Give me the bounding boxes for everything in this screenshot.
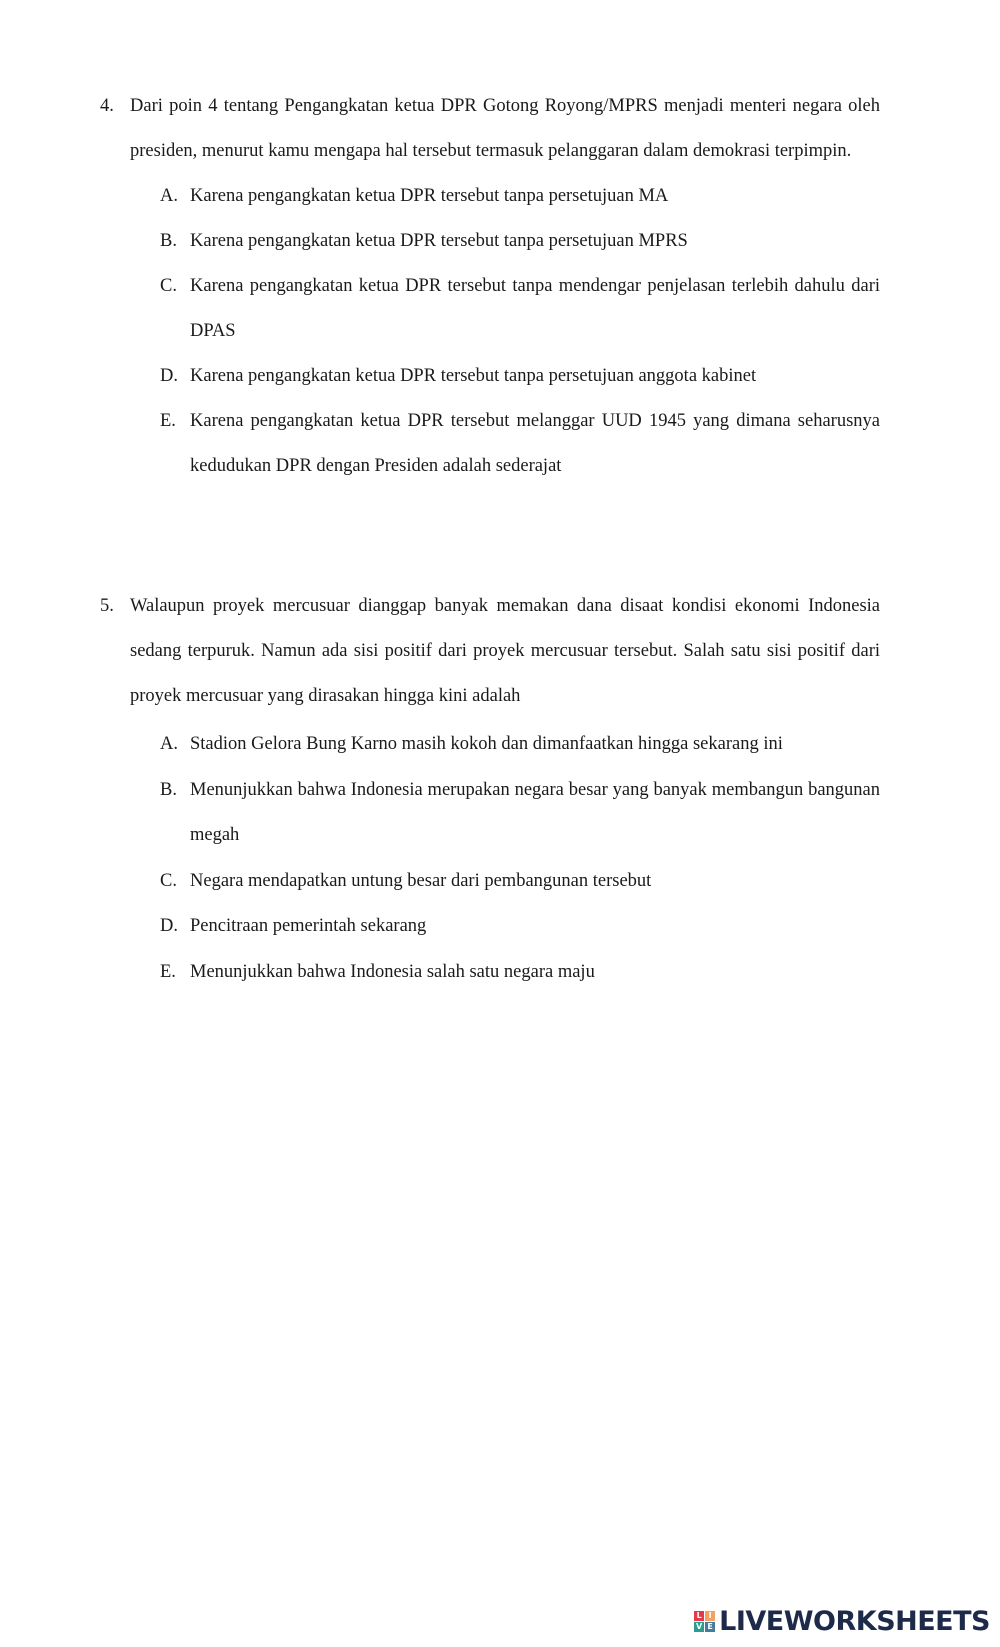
option-letter: C. (160, 276, 177, 296)
logo-text: LIVEWORKSHEETS (719, 1606, 990, 1637)
option-text: Stadion Gelora Bung Karno masih kokoh dan dimanfaatkan hingga sekarang ini (190, 734, 783, 754)
option-text: Karena pengangkatan ketua DPR tersebut tanpa persetujuan MPRS (190, 231, 688, 251)
question-text: Dari poin 4 tentang Pengangkatan ketua DPR Gotong Royong/MPRS menjadi menteri negara oleh presiden, menurut kamu mengapa hal tersebut termasuk pelanggaran dalam demokrasi terpimpin. (130, 96, 880, 161)
option-text: Karena pengangkatan ketua DPR tersebut melanggar UUD 1945 yang dimana seharusnya kedudukan DPR dengan Presiden adalah sederajat (190, 411, 880, 476)
option-e[interactable] (100, 399, 880, 489)
option-text: Karena pengangkatan ketua DPR tersebut tanpa persetujuan MA (190, 186, 669, 206)
option-letter: A. (160, 186, 178, 206)
question-stem (100, 584, 880, 719)
option-letter: B. (160, 779, 177, 800)
question-5 (100, 584, 880, 995)
question-text: Walaupun proyek mercusuar dianggap banyak memakan dana disaat kondisi ekonomi Indonesia sedang terpuruk. Namun ada sisi positif dari proyek mercusuar tersebut. Salah satu sisi positif dari proyek mercusuar yang dirasakan hingga kini adalah (130, 596, 880, 706)
option-a[interactable] (100, 174, 880, 219)
option-d[interactable] (100, 904, 880, 950)
option-text: Karena pengangkatan ketua DPR tersebut tanpa persetujuan anggota kabinet (190, 366, 757, 386)
option-text: Negara mendapatkan untung besar dari pembangunan tersebut (190, 870, 652, 891)
option-c[interactable] (100, 264, 880, 354)
option-letter: B. (160, 231, 177, 251)
option-letter: C. (160, 870, 177, 891)
option-text: Karena pengangkatan ketua DPR tersebut tanpa mendengar penjelasan terlebih dahulu dari DPAS (190, 276, 880, 341)
option-text: Menunjukkan bahwa Indonesia salah satu negara maju (190, 961, 595, 982)
question-number: 5. (100, 596, 114, 616)
option-a[interactable] (100, 722, 880, 768)
option-c[interactable] (100, 859, 880, 905)
option-b[interactable] (100, 219, 880, 264)
option-letter: E. (160, 961, 176, 982)
option-e[interactable] (100, 950, 880, 996)
logo-mark-letter: I (705, 1611, 715, 1621)
option-letter: D. (160, 916, 178, 936)
option-text: Menunjukkan bahwa Indonesia merupakan negara besar yang banyak membangun bangunan megah (190, 779, 880, 845)
question-4 (100, 84, 880, 489)
liveworksheets-logo-icon (694, 1611, 715, 1632)
liveworksheets-logo (694, 1606, 990, 1637)
option-letter: D. (160, 366, 178, 386)
option-letter: A. (160, 734, 178, 754)
question-stem (100, 84, 880, 174)
option-b[interactable] (100, 768, 880, 859)
logo-mark-letter: V (696, 1622, 703, 1631)
option-d[interactable] (100, 354, 880, 399)
logo-mark-letter: L (694, 1611, 704, 1621)
question-number: 4. (100, 96, 114, 116)
logo-mark-letter: E (705, 1622, 715, 1632)
answer-options (100, 722, 880, 995)
option-letter: E. (160, 411, 176, 431)
answer-options (100, 174, 880, 489)
option-text: Pencitraan pemerintah sekarang (190, 916, 427, 936)
